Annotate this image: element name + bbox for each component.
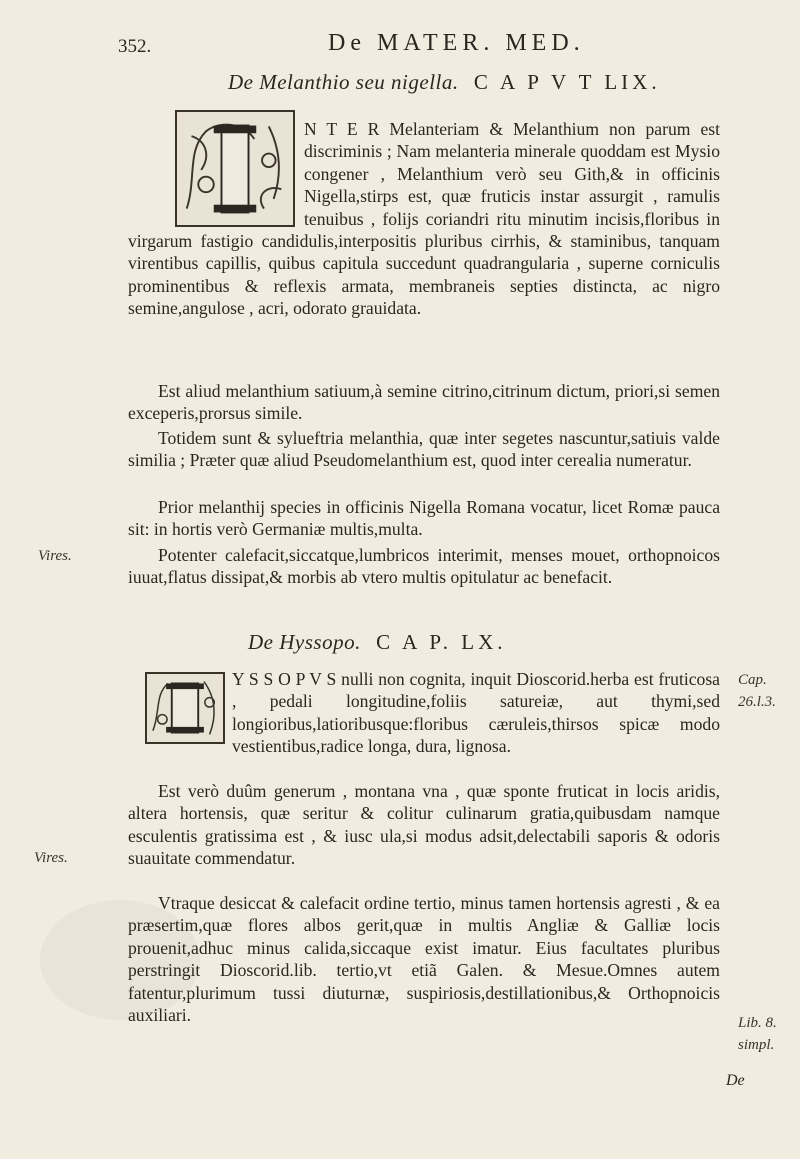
chapter-title: De Melanthio seu nigella. [228, 70, 459, 94]
catchword: De [726, 1072, 745, 1089]
chapter-lx-paragraph-1: Y S S O P V S nulli non cognita, inquit Dioscorid.herba est fruticosa , pedali longitudine,foliis satureiæ, aut thymi,sed longioribus,latioribusque:floribus cæruleis,thirsos spicæ modo vestientibus,radice longa, dura, lignosa. [232, 669, 720, 757]
margin-note-cap: Cap. [738, 672, 767, 688]
chapter-number: C A P V T LIX. [473, 70, 661, 94]
chapter-heading-lx [248, 630, 748, 655]
margin-note-simpl: simpl. [738, 1037, 775, 1053]
margin-note-lib: Lib. 8. [738, 1015, 777, 1031]
chapter-lix-paragraph-2: Est aliud melanthium satiuum,à semine citrino,citrinum dictum, priori,si semen exceperis,prorsus simile. [128, 381, 720, 424]
chapter-lix-paragraph-1-full: N T E R Melanteriam & Melanthium non parum est discriminis ; Nam melanteria minerale quoddam est Mysio congener , Melanthium verò seu Gith,& in officinis Nigella,stirps est, quæ fruticis instar assurgit , ramulis tenuibus , folijs coriandri ritu minutim incisis,floribus in virgarum fastigio candidulis,interpositis pluribus cirrhis, & staminibus, tanquam virentibus capillis, quibus capitula succedunt quadrangularia , superne corniculis prominentibus & reflexis armata, membraneis septies distincta, ac nigro semine,angulose , acri, odorato grauidata. [128, 119, 720, 319]
margin-note-cap-ref: 26.l.3. [738, 694, 776, 710]
chapter-number: C A P. LX. [376, 630, 507, 654]
chapter-lix-paragraph-4: Prior melanthij species in officinis Nigella Romana vocatur, licet Romæ pauca sit: in hortis verò Germaniæ multis,multa. [128, 497, 720, 540]
running-title: De MATER. MED. [328, 30, 585, 56]
running-head [118, 30, 678, 64]
chapter-lx-paragraph-3: Vtraque desiccat & calefacit ordine tertio, minus tamen hortensis agresti , & ea præsertim,quæ flores albos gerit,quæ in multis Angliæ & Galliæ locis prouenit,adhuc minus calida,siccaque exist imatur. Eius facultates pluribus perstringit Dioscorid.lib. tertio,vt etiã Galen. & Mesue.Omnes autem fatentur,plurimum tussi diuturnæ, suspiriosis,destillationibus,& Orthopnoicis auxiliari. [128, 893, 720, 1026]
margin-note-vires-lix: Vires. [38, 548, 72, 564]
chapter-title: De Hyssopo. [248, 630, 361, 654]
margin-note-vires-lx: Vires. [34, 850, 68, 866]
chapter-lix-paragraph-3: Totidem sunt & sylueftria melanthia, quæ inter segetes nascuntur,satiuis valde similia ; Præter quæ aliud Pseudomelanthium est, quod inter cerealia numeratur. [128, 428, 720, 471]
page-number: 352. [118, 36, 152, 57]
chapter-lix-paragraph-5: Potenter calefacit,siccatque,lumbricos interimit, menses mouet, orthopnoicos iuuat,flatus dissipat,& morbis ab vtero multis opitulatur ac benefacit. [128, 545, 720, 588]
chapter-heading-lix [228, 70, 728, 95]
chapter-lx-paragraph-2: Est verò duûm generum , montana vna , quæ sponte fruticat in locis aridis, altera hortensis, quæ seritur & colitur culinarum gratia,quibusdam namque esculentis gratissima est , & iusc ula,si modus adsit,delectabili saporis & odoris suauitate commendatur. [128, 781, 720, 869]
